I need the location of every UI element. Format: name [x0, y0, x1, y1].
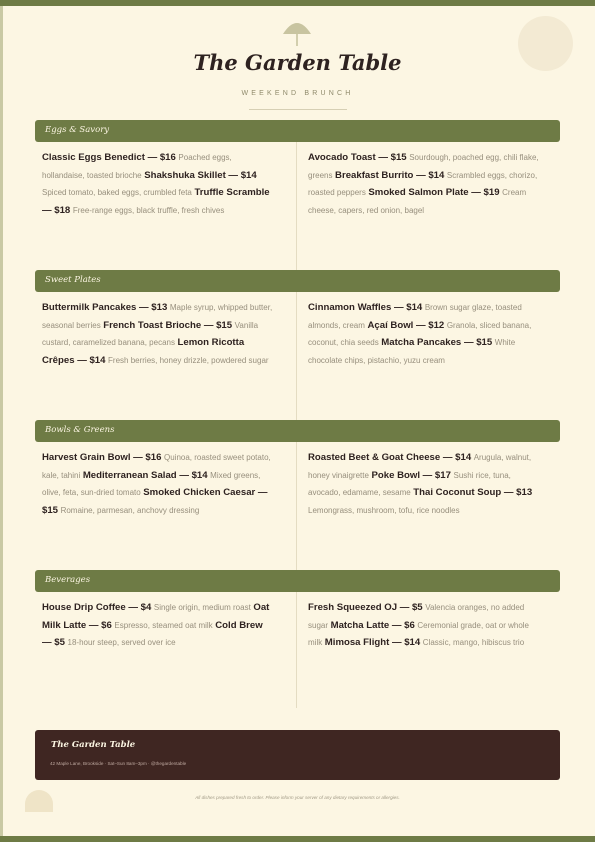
menu-item-name: Buttermilk Pancakes — $13 [42, 302, 168, 313]
menu-column-right [308, 599, 540, 652]
menu-column-right [308, 299, 540, 370]
menu-item-name: House Drip Coffee — $4 [42, 602, 152, 613]
left-border [0, 6, 3, 836]
footer-restaurant-name: The Garden Table [51, 740, 136, 750]
menu-item-name: Shakshuka Skillet — $14 [144, 169, 257, 181]
allergy-disclaimer: All dishes prepared fresh to order. Please inform your server of any dietary requirements or allergies. [195, 795, 400, 800]
decorative-arch [25, 790, 53, 812]
menu-item-name: Lemon Ricotta Crêpes — $14 [42, 337, 245, 367]
section-header-sweet-plates [35, 270, 560, 292]
menu-column-right [308, 149, 540, 220]
menu-item-name: Poke Bowl — $17 [371, 469, 451, 481]
menu-item-name: Matcha Pancakes — $15 [381, 337, 493, 349]
menu-item-desc: Classic, mango, hibiscus trio [422, 638, 525, 648]
menu-item-desc: Vanilla custard, caramelized banana, pecans [42, 320, 259, 348]
menu-item-desc: Spiced tomato, baked eggs, crumbled feta [42, 188, 192, 198]
menu-item-desc: Free-range eggs, black truffle, fresh chives [72, 206, 225, 216]
menu-item-name: Açaí Bowl — $12 [367, 319, 445, 331]
menu-item-desc: Maple syrup, whipped butter, seasonal berries [42, 303, 273, 330]
column-divider [296, 292, 297, 420]
menu-item-desc: Scrambled eggs, chorizo, roasted peppers [308, 170, 538, 198]
menu-item-name: Cinnamon Waffles — $14 [308, 302, 423, 313]
menu-item-name: Avocado Toast — $15 [308, 152, 407, 163]
menu-item-desc: Fresh berries, honey drizzle, powdered sugar [108, 356, 269, 366]
menu-item-name: Roasted Beet & Goat Cheese — $14 [308, 452, 472, 463]
menu-item-name: Cold Brew — $5 [42, 619, 263, 649]
menu-item-name: Matcha Latte — $6 [330, 619, 415, 631]
section-title: Bowls & Greens [45, 425, 115, 435]
column-divider [296, 142, 297, 270]
menu-item-desc: Quinoa, roasted sweet potato, kale, tahini [42, 453, 271, 480]
menu-item-desc: Romaine, parmesan, anchovy dressing [60, 506, 200, 516]
menu-item-name: Fresh Squeezed OJ — $5 [308, 602, 423, 613]
section-header-bowls-greens [35, 420, 560, 442]
menu-item-name: Truffle Scramble — $18 [42, 187, 270, 217]
section-title: Beverages [45, 575, 91, 585]
menu-item-name: Thai Coconut Soup — $13 [413, 487, 533, 499]
menu-item-name: French Toast Brioche — $15 [103, 319, 233, 331]
bottom-border [0, 836, 595, 842]
menu-item-desc: Sushi rice, tuna, avocado, edamame, sesame [308, 470, 511, 498]
menu-item-desc: Espresso, steamed oat milk [114, 620, 213, 630]
menu-item-desc: Cream cheese, capers, red onion, bagel [308, 188, 527, 216]
menu-item-desc: Arugula, walnut, honey vinaigrette [308, 453, 532, 480]
menu-item-desc: 18-hour steep, served over ice [67, 638, 176, 648]
menu-item-desc: Granola, sliced banana, coconut, chia seeds [308, 320, 532, 348]
section-header-eggs-savory [35, 120, 560, 142]
menu-item-name: Smoked Salmon Plate — $19 [368, 187, 500, 199]
menu-item-name: Classic Eggs Benedict — $16 [42, 152, 176, 163]
section-title: Eggs & Savory [45, 125, 110, 135]
page-subtitle: WEEKEND BRUNCH [241, 90, 354, 97]
menu-item-desc: Poached eggs, hollandaise, toasted brioche [42, 153, 232, 180]
menu-item-desc: White chocolate chips, pistachio, yuzu cream [308, 338, 516, 366]
footer-contact-info: 42 Maple Lane, Brookside · Sat–Sun 8am–3pm · @thegardentable [50, 761, 187, 766]
umbrella-icon [282, 20, 312, 46]
menu-item-name: Oat Milk Latte — $6 [42, 602, 270, 631]
menu-item-desc: Lemongrass, mushroom, tofu, rice noodles [308, 506, 460, 516]
menu-column-left [42, 299, 274, 370]
menu-item-name: Mediterranean Salad — $14 [82, 469, 208, 481]
section-title: Sweet Plates [45, 275, 101, 285]
menu-item-desc: Ceremonial grade, oat or whole milk [308, 620, 530, 648]
top-border [0, 0, 595, 6]
menu-item-name: Breakfast Burrito — $14 [335, 169, 445, 181]
subtitle-divider [249, 109, 347, 110]
section-header-beverages [35, 570, 560, 592]
column-divider [296, 442, 297, 570]
page-title: The Garden Table [193, 50, 402, 75]
menu-item-desc: Valencia oranges, no added sugar [308, 603, 525, 630]
menu-item-desc: Single origin, medium roast [153, 603, 251, 612]
menu-column-left [42, 149, 274, 220]
menu-item-name: Harvest Grain Bowl — $16 [42, 452, 162, 463]
menu-item-name: Smoked Chicken Caesar — $15 [42, 487, 268, 517]
menu-item-desc: Brown sugar glaze, toasted almonds, cream [308, 303, 522, 330]
menu-column-left [42, 599, 274, 652]
column-divider [296, 592, 297, 708]
footer-card [35, 730, 560, 780]
menu-column-right [308, 449, 540, 520]
menu-item-name: Mimosa Flight — $14 [324, 637, 421, 649]
menu-item-desc: Mixed greens, olive, feta, sun-dried tomato [42, 470, 261, 498]
menu-item-desc: Sourdough, poached egg, chili flake, greens [308, 153, 539, 180]
menu-column-left [42, 449, 274, 520]
